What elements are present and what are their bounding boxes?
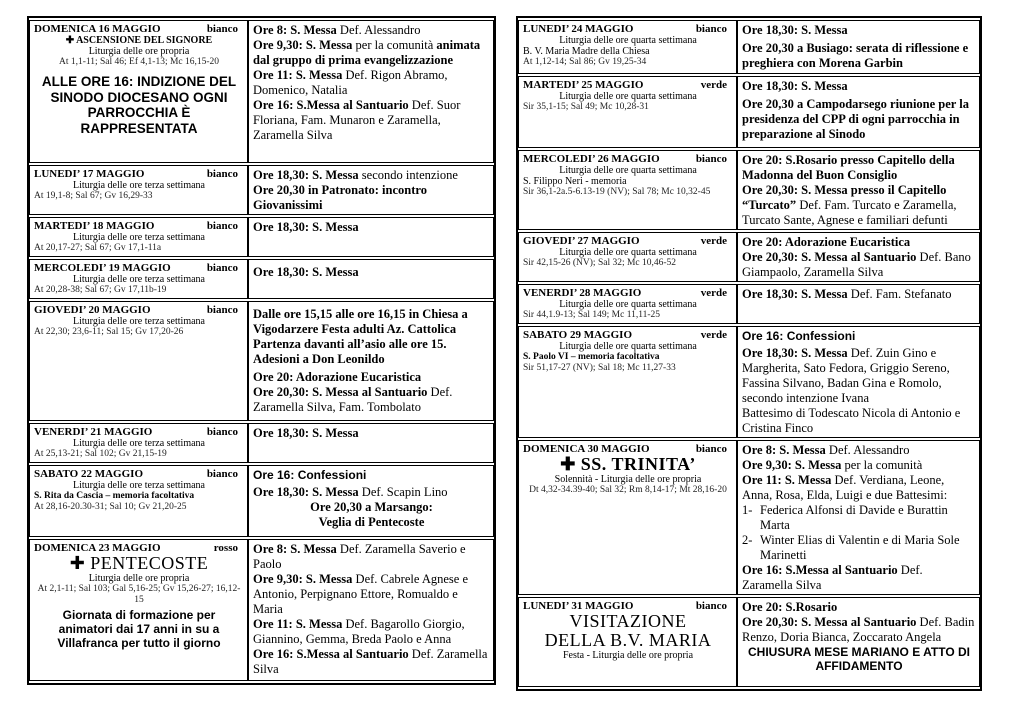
day-row-16 — [29, 20, 494, 163]
list-item: 1- Federica Alfonsi di Davide e Burattin Marta — [742, 503, 948, 532]
day-row-24 — [518, 20, 980, 74]
day-title: MARTEDI’ 25 MAGGIO — [523, 79, 644, 91]
day-header — [34, 426, 244, 438]
day-title: MARTEDI’ 18 MAGGIO — [34, 220, 155, 232]
event: Ore 20,30 in Patronato: incontro Giovanissimi — [253, 183, 427, 212]
day-title: LUNEDI’ 24 MAGGIO — [523, 23, 634, 35]
event: Ore 8: S. Messa Def. Alessandro — [742, 443, 910, 457]
feast-name: ✚ SS. TRINITA’ — [560, 454, 696, 474]
liturgy-note: Liturgia delle ore quarta settimana — [559, 165, 697, 176]
event: Ore 20,30 a Campodarsego riunione per la presidenza del CPP di ogni parrocchia in preparazione al Sinodo — [742, 97, 969, 141]
liturgical-color: bianco — [695, 600, 727, 612]
day-header — [523, 235, 733, 247]
day-title: VENERDI’ 28 MAGGIO — [523, 287, 642, 299]
event: Ore 16: S.Messa al Santuario Def. Suor Floriana, Fam. Munaron e Zaramella, Zaramella Silva — [253, 98, 461, 142]
day-row-20 — [29, 301, 494, 421]
event: Ore 16: Confessioni — [253, 468, 367, 482]
event: Ore 20: Adorazione Eucaristica — [742, 235, 911, 249]
list-item: 2- Winter Elias di Valentin e di Maria Sole Marinetti — [742, 533, 960, 562]
event: Ore 9,30: S. Messa per la comunità animata dal gruppo di prima evangelizzazione — [253, 38, 481, 67]
events-cell — [737, 20, 980, 74]
day-row-26 — [518, 150, 980, 230]
day-cell — [29, 423, 248, 463]
memorial-note: S. Filippo Neri - memoria — [523, 176, 627, 187]
events-cell — [248, 165, 494, 215]
event: Ore 16: S.Messa al Santuario Def. Zaramella Silva — [253, 647, 488, 676]
readings: Sir 51,17-27 (NV); Sal 18; Mc 11,27-33 — [523, 363, 676, 373]
day-title: MERCOLEDI’ 26 MAGGIO — [523, 153, 660, 165]
day-cell — [29, 217, 248, 257]
baptism-note: Battesimo di Todescato Nicola di Antonio e Cristina Finco — [742, 406, 961, 435]
liturgy-note: Liturgia delle ore quarta settimana — [559, 341, 697, 352]
liturgical-color: bianco — [206, 468, 238, 480]
events-cell — [737, 326, 980, 438]
day-title: VENERDI’ 21 MAGGIO — [34, 426, 153, 438]
event: Ore 20,30 a Busiago: serata di riflessione e preghiera con Morena Garbin — [742, 41, 969, 70]
liturgical-color: bianco — [206, 168, 238, 180]
day-cell — [29, 20, 248, 163]
event: Ore 16: Confessioni — [742, 329, 856, 343]
day-header — [34, 168, 244, 180]
right-schedule-table — [516, 16, 982, 691]
liturgy-note: Solennità - Liturgia delle ore propria — [554, 474, 702, 485]
day-header — [523, 23, 733, 35]
day-cell — [518, 326, 737, 438]
readings: At 19,1-8; Sal 67; Gv 16,29-33 — [34, 191, 153, 201]
liturgical-color: verde — [700, 329, 727, 341]
memorial-note: S. Rita da Cascia – memoria facoltativa — [34, 491, 195, 501]
event: Ore 18,30: S. Messa — [742, 79, 848, 93]
readings: At 28,16-20.30-31; Sal 10; Gv 21,20-25 — [34, 502, 187, 512]
event: Ore 9,30: S. Messa per la comunità — [742, 458, 923, 472]
event: Ore 18,30: S. Messa Def. Scapin Lino — [253, 485, 448, 499]
day-cell — [518, 440, 737, 595]
day-cell — [518, 150, 737, 230]
liturgical-color: rosso — [213, 542, 238, 554]
liturgical-color: bianco — [206, 23, 238, 35]
readings: At 2,1-11; Sal 103; Gal 5,16-25; Gv 15,26-27; 16,12-15 — [37, 584, 241, 605]
liturgical-color: verde — [700, 287, 727, 299]
closing-notice: CHIUSURA MESE MARIANO E ATTO DI AFFIDAMENTO — [747, 645, 970, 673]
day-row-23 — [29, 539, 494, 681]
day-title: SABATO 22 MAGGIO — [34, 468, 143, 480]
day-header — [34, 220, 244, 232]
liturgy-note: Liturgia delle ore terza settimana — [73, 316, 205, 327]
events-cell — [248, 217, 494, 257]
day-row-17 — [29, 165, 494, 215]
event: Ore 8: S. Messa Def. Zaramella Saverio e Paolo — [253, 542, 466, 571]
day-header — [34, 468, 244, 480]
readings: At 25,13-21; Sal 102; Gv 21,15-19 — [34, 449, 167, 459]
event: Ore 11: S. Messa Def. Verdiana, Leone, Anna, Rosa, Elda, Luigi e due Battesimi: — [742, 473, 948, 502]
day-header — [34, 262, 244, 274]
events-cell — [248, 539, 494, 681]
event-intro: Dalle ore 15,15 alle ore 16,15 in Chiesa a Vigodarzere Festa adulti Az. Cattolica Partenza davanti all’asio alle ore 15. Adesioni a Don Leonildo — [253, 307, 468, 366]
liturgy-note: Liturgia delle ore terza settimana — [73, 438, 205, 449]
day-row-29 — [518, 326, 980, 438]
readings: Sir 44,1.9-13; Sal 149; Mc 11,11-25 — [523, 310, 661, 320]
day-title: SABATO 29 MAGGIO — [523, 329, 632, 341]
day-title: LUNEDI’ 31 MAGGIO — [523, 600, 634, 612]
liturgy-note: Liturgia delle ore quarta settimana — [559, 91, 697, 102]
day-title: LUNEDI’ 17 MAGGIO — [34, 168, 145, 180]
event: Ore 20,30: S. Messa al Santuario Def. Zaramella Silva, Fam. Tombolato — [253, 385, 453, 414]
readings: At 1,1-11; Sal 46; Ef 4,1-13; Mc 16,15-20 — [58, 57, 220, 67]
day-row-27 — [518, 232, 980, 282]
event: Ore 20,30: S. Messa presso il Capitello “Turcato” Def. Fam. Turcato e Zaramella, Turcato Sante, Agnese e familiari defunti — [742, 183, 957, 227]
event: Ore 9,30: S. Messa Def. Cabrele Agnese e Antonio, Perpignano Ettore, Romualdo e Maria — [253, 572, 468, 616]
day-row-31 — [518, 597, 980, 687]
memorial-note: B. V. Maria Madre della Chiesa — [523, 46, 650, 57]
event: Ore 11: S. Messa Def. Rigon Abramo, Domenico, Natalia — [253, 68, 448, 97]
day-cell — [29, 301, 248, 421]
event: Ore 18,30: S. Messa — [742, 23, 848, 37]
liturgical-color: bianco — [695, 23, 727, 35]
feast-title: VISITAZIONE DELLA B.V. MARIA — [544, 611, 712, 650]
liturgy-note: Liturgia delle ore quarta settimana — [559, 247, 697, 258]
day-header — [523, 79, 733, 91]
event: Ore 18,30: S. Messa — [253, 426, 359, 440]
event: Ore 20: S.Rosario presso Capitello della Madonna del Buon Consiglio — [742, 153, 955, 182]
liturgical-color: bianco — [695, 443, 727, 455]
day-cell — [29, 259, 248, 299]
liturgical-color: verde — [700, 79, 727, 91]
liturgy-note: Liturgia delle ore terza settimana — [73, 232, 205, 243]
day-cell — [518, 20, 737, 74]
events-cell — [737, 597, 980, 687]
liturgical-color: bianco — [206, 304, 238, 316]
feast-name: ✚ ASCENSIONE DEL SIGNORE — [65, 35, 213, 46]
event: Ore 11: S. Messa Def. Bagarollo Giorgio, Giannino, Gemma, Breda Paolo e Anna — [253, 617, 465, 646]
events-cell — [737, 76, 980, 148]
event: Ore 18,30: S. Messa Def. Fam. Stefanato — [742, 287, 952, 301]
readings: Sir 35,1-15; Sal 49; Mc 10,28-31 — [523, 102, 649, 112]
readings: At 1,12-14; Sal 86; Gv 19,25-34 — [523, 57, 647, 67]
vigil-line: Veglia di Pentecoste — [318, 515, 425, 529]
day-header — [523, 287, 733, 299]
day-title: DOMENICA 23 MAGGIO — [34, 542, 161, 554]
day-title: MERCOLEDI’ 19 MAGGIO — [34, 262, 171, 274]
event: Ore 18,30: S. Messa — [253, 220, 359, 234]
events-cell — [248, 20, 494, 163]
day-row-21 — [29, 423, 494, 463]
training-notice: Giornata di formazione per animatori dai 17 anni in su a Villafranca per tutto il giorno — [57, 608, 221, 650]
day-header — [523, 153, 733, 165]
event: Ore 16: S.Messa al Santuario Def. Zaramella Silva — [742, 563, 923, 592]
baptism-list — [742, 503, 976, 563]
liturgy-note: Liturgia delle ore quarta settimana — [559, 299, 697, 310]
day-cell — [29, 465, 248, 537]
day-cell — [518, 232, 737, 282]
liturgy-note: Liturgia delle ore terza settimana — [73, 274, 205, 285]
event: Ore 20: S.Rosario — [742, 600, 838, 614]
liturgy-note: Liturgia delle ore propria — [88, 46, 190, 57]
event: Ore 20: Adorazione Eucaristica — [253, 370, 422, 384]
readings: At 20,28-38; Sal 67; Gv 17,11b-19 — [34, 285, 167, 295]
day-row-18 — [29, 217, 494, 257]
event: Ore 18,30: S. Messa secondo intenzione — [253, 168, 458, 182]
liturgical-color: bianco — [206, 220, 238, 232]
events-cell — [248, 465, 494, 537]
readings: At 22,30; 23,6-11; Sal 15; Gv 17,20-26 — [34, 327, 184, 337]
readings: Sir 36,1-2a.5-6.13-19 (NV); Sal 78; Mc 10,32-45 — [523, 187, 711, 197]
day-title: DOMENICA 30 MAGGIO — [523, 443, 650, 455]
events-cell — [737, 284, 980, 324]
day-title: GIOVEDI’ 27 MAGGIO — [523, 235, 640, 247]
feast-name: ✚ PENTECOSTE — [69, 553, 209, 573]
readings: At 20,17-27; Sal 67; Gv 17,1-11a — [34, 243, 162, 253]
day-row-19 — [29, 259, 494, 299]
day-title: DOMENICA 16 MAGGIO — [34, 23, 161, 35]
events-cell — [248, 423, 494, 463]
day-cell — [518, 284, 737, 324]
readings: Sir 42,15-26 (NV); Sal 32; Mc 10,46-52 — [523, 258, 677, 268]
liturgical-color: verde — [700, 235, 727, 247]
liturgical-color: bianco — [206, 262, 238, 274]
events-cell — [737, 150, 980, 230]
day-header — [34, 304, 244, 316]
liturgy-note: Liturgia delle ore propria — [88, 573, 190, 584]
liturgy-note: Liturgia delle ore terza settimana — [73, 480, 205, 491]
day-cell — [518, 597, 737, 687]
event: Ore 18,30: S. Messa Def. Zuin Gino e Margherita, Sato Fedora, Griggio Sereno, Fassina Silvano, Badan Gina e Romolo, secondo intenzione Ivana — [742, 346, 950, 405]
memorial-note: S. Paolo VI – memoria facoltativa — [523, 352, 660, 362]
day-title: GIOVEDI’ 20 MAGGIO — [34, 304, 151, 316]
day-header — [34, 23, 244, 35]
day-row-25 — [518, 76, 980, 148]
liturgy-note: Liturgia delle ore quarta settimana — [559, 35, 697, 46]
events-cell — [248, 259, 494, 299]
event: Ore 18,30: S. Messa — [253, 265, 359, 279]
liturgical-color: bianco — [695, 153, 727, 165]
vigil-line: Ore 20,30 a Marsango: — [310, 500, 433, 514]
liturgy-note: Liturgia delle ore terza settimana — [73, 180, 205, 191]
day-row-22 — [29, 465, 494, 537]
day-header — [523, 329, 733, 341]
day-row-30 — [518, 440, 980, 595]
synod-notice: ALLE ORE 16: INDIZIONE DEL SINODO DIOCESANO OGNI PARROCCHIA È RAPPRESENTATA — [41, 74, 237, 136]
readings: Dt 4,32-34.39-40; Sal 32; Rm 8,14-17; Mt 28,16-20 — [529, 485, 727, 495]
event: Ore 8: S. Messa Def. Alessandro — [253, 23, 421, 37]
day-row-28 — [518, 284, 980, 324]
left-schedule-table — [27, 16, 496, 685]
liturgical-color: bianco — [206, 426, 238, 438]
liturgy-note: Festa - Liturgia delle ore propria — [562, 650, 694, 661]
day-cell — [29, 539, 248, 681]
events-cell — [737, 440, 980, 595]
event: Ore 20,30: S. Messa al Santuario Def. Bano Giampaolo, Zaramella Silva — [742, 250, 971, 279]
event: Ore 20,30: S. Messa al Santuario Def. Badin Renzo, Doria Bianca, Zoccarato Angela — [742, 615, 975, 644]
events-cell — [248, 301, 494, 421]
day-cell — [29, 165, 248, 215]
events-cell — [737, 232, 980, 282]
day-cell — [518, 76, 737, 148]
